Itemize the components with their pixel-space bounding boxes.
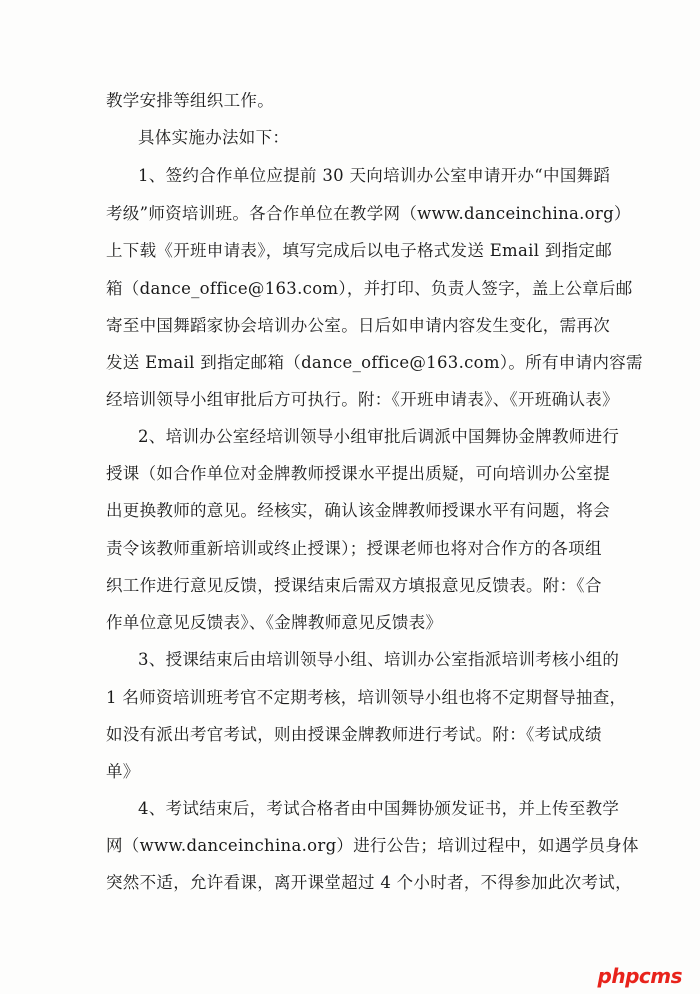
text-line: 1 名师资培训班考官不定期考核，培训领导小组也将不定期督导抽查， [106, 688, 627, 707]
text-line: 教学安排等组织工作。 [106, 91, 274, 110]
text-line: 突然不适，允许看课，离开课堂超过 4 个小时者，不得参加此次考试， [106, 873, 632, 892]
text-line: 授课（如合作单位对金牌教师授课水平提出质疑，可向培训办公室提 [106, 464, 610, 483]
text-line: 2、培训办公室经培训领导小组审批后调派中国舞协金牌教师进行 [138, 427, 620, 446]
text-line: 考级”师资培训班。各合作单位在教学网（www.danceinchina.org） [106, 204, 631, 223]
text-line: 出更换教师的意见。经核实，确认该金牌教师授课水平有问题，将会 [106, 501, 610, 520]
text-line: 3、授课结束后由培训领导小组、培训办公室指派培训考核小组的 [138, 650, 620, 669]
text-line: 发送 Email 到指定邮箱（dance_office@163.com）。所有申请内容需 [106, 353, 643, 372]
text-line: 经培训领导小组审批后方可执行。附：《开班申请表》、《开班确认表》 [106, 390, 619, 409]
text-line: 4、考试结束后，考试合格者由中国舞协颁发证书，并上传至教学 [138, 799, 620, 818]
text-line: 单》 [106, 762, 140, 781]
text-line: 作单位意见反馈表》、《金牌教师意见反馈表》 [106, 613, 443, 632]
text-line: 寄至中国舞蹈家协会培训办公室。日后如申请内容发生变化，需再次 [106, 316, 610, 335]
text-line: 箱（dance_office@163.com），并打印、负责人签字，盖上公章后邮 [106, 279, 633, 298]
text-line: 具体实施办法如下： [138, 128, 290, 147]
watermark-logo: phpcms [597, 964, 682, 988]
text-line: 网（www.danceinchina.org）进行公告；培训过程中，如遇学员身体 [106, 836, 639, 855]
text-line: 织工作进行意见反馈，授课结束后需双方填报意见反馈表。附：《合 [106, 576, 602, 595]
text-line: 责令该教师重新培训或终止授课）；授课老师也将对合作方的各项组 [106, 539, 602, 558]
text-line: 如没有派出考官考试，则由授课金牌教师进行考试。附：《考试成绩 [106, 725, 602, 744]
text-line: 1、签约合作单位应提前 30 天向培训办公室申请开办“中国舞蹈 [138, 166, 611, 185]
text-line: 上下载《开班申请表》，填写完成后以电子格式发送 Email 到指定邮 [106, 241, 613, 260]
